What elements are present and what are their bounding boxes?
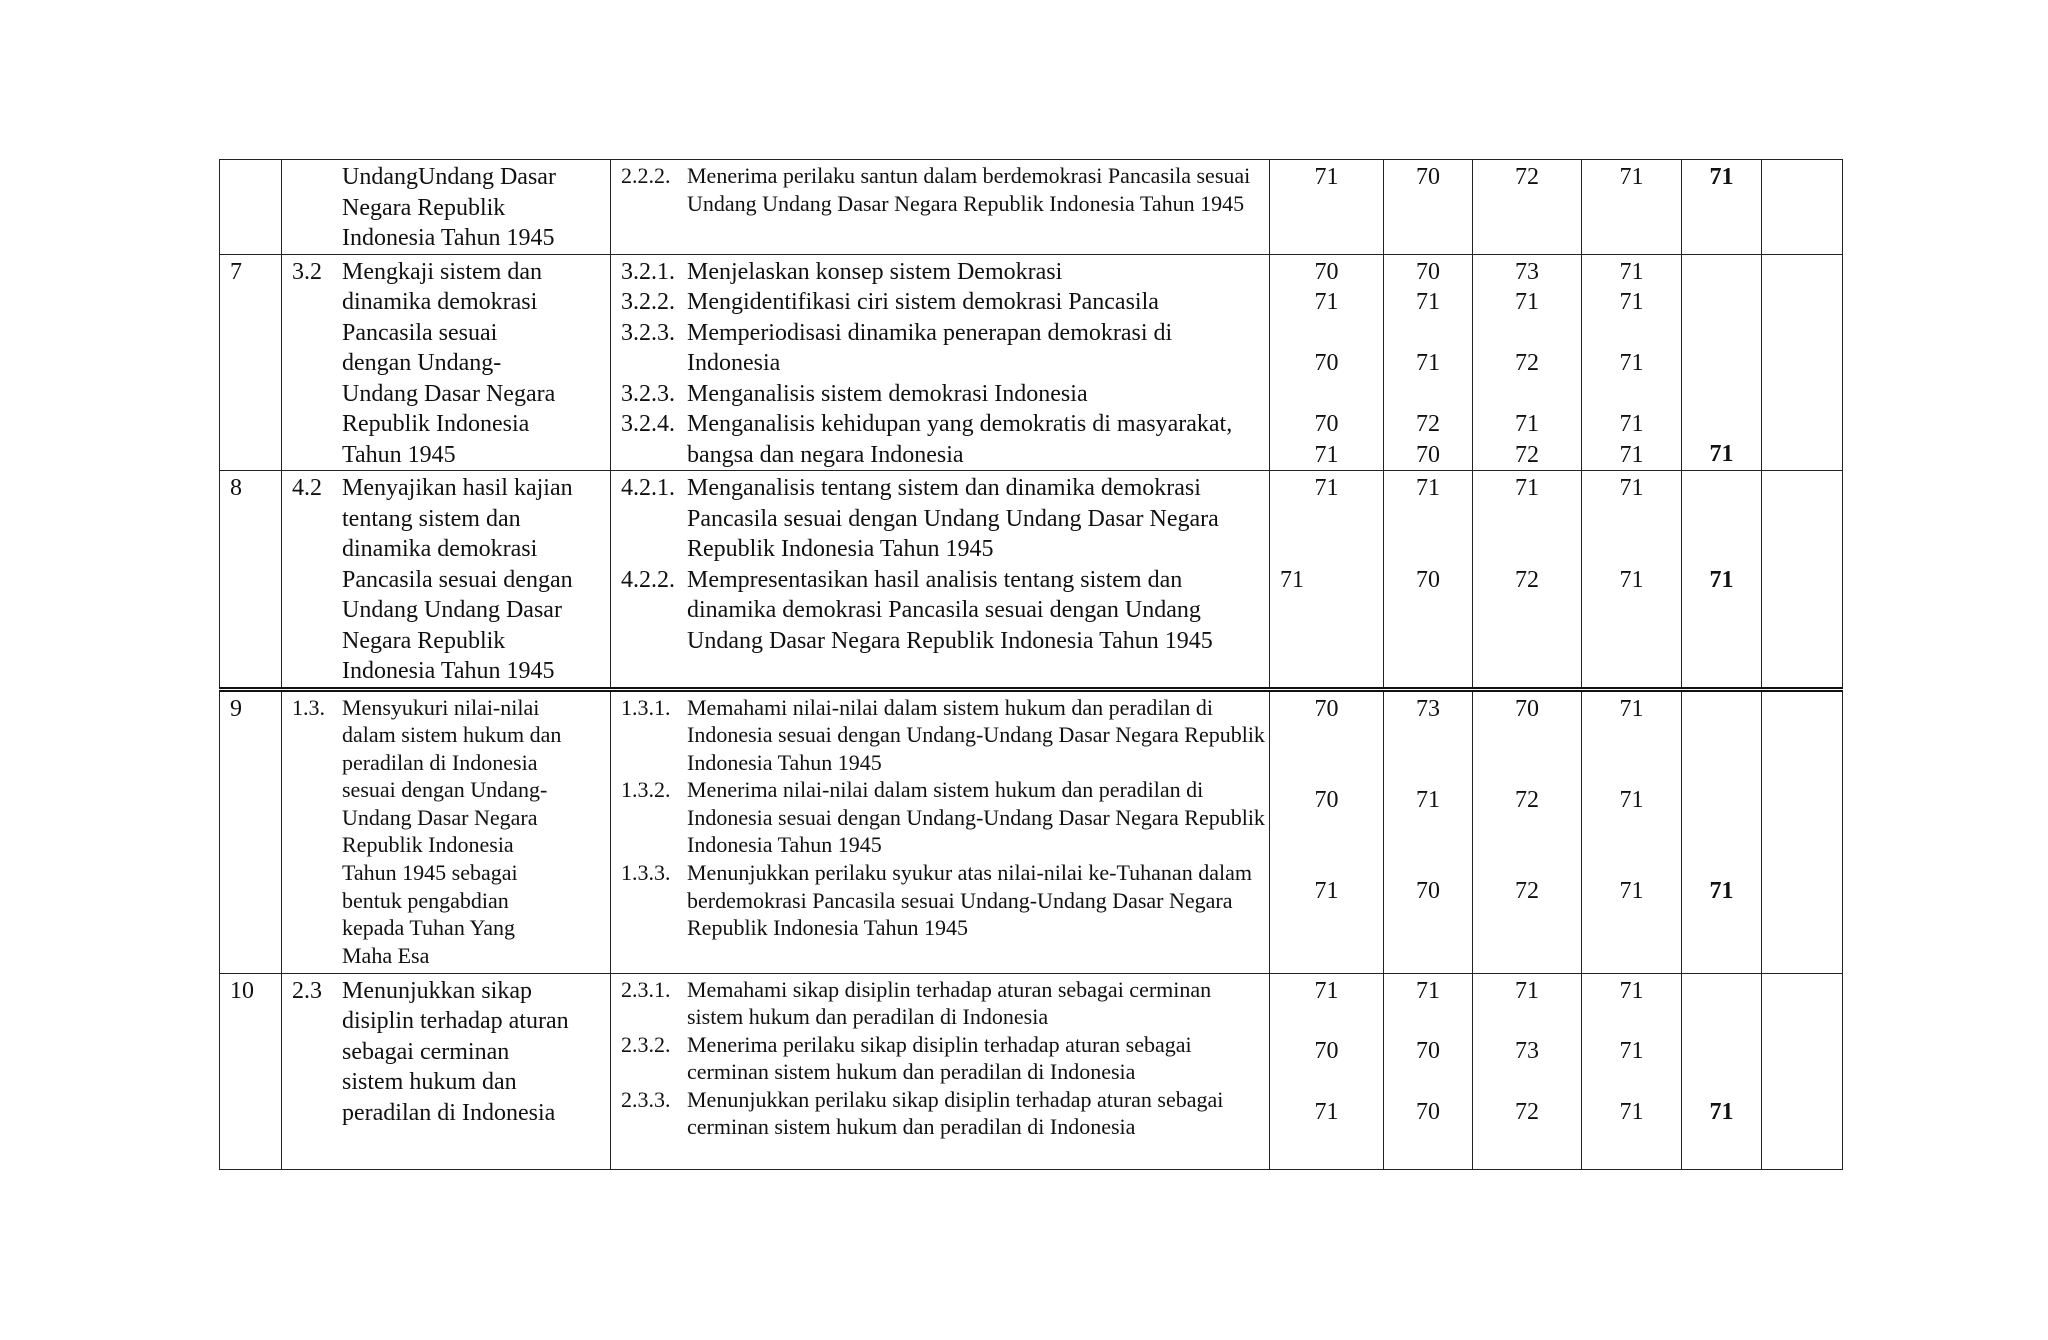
score-value: 70 bbox=[1515, 695, 1539, 722]
indicator-item bbox=[621, 318, 1265, 379]
score-value: 71 bbox=[1515, 411, 1539, 437]
competency-number bbox=[292, 749, 342, 777]
competency-text: Undang Undang Dasar bbox=[342, 597, 562, 623]
indicator-text: Menerima nilai-nilai dalam sistem hukum dan peradilan di Indonesia sesuai dengan Undang-Undang Dasar Negara Republik Indonesia Tahun 1945 bbox=[687, 777, 1265, 858]
competency-line bbox=[292, 473, 608, 504]
score-cell bbox=[1384, 471, 1473, 690]
competency-text: Menyajikan hasil kajian bbox=[342, 475, 573, 501]
competency-line bbox=[292, 379, 608, 410]
competency-text: dinamika demokrasi bbox=[342, 289, 538, 315]
indicator-text: Memahami sikap disiplin terhadap aturan sebagai cerminan sistem hukum dan peradilan di Indonesia bbox=[687, 976, 1212, 1030]
score-cell bbox=[1384, 160, 1473, 255]
score-cell bbox=[1473, 254, 1582, 471]
competency-line bbox=[292, 914, 608, 942]
competency-number bbox=[292, 942, 342, 970]
empty-cell bbox=[1762, 160, 1843, 255]
competency-line bbox=[292, 694, 608, 722]
competency-number bbox=[292, 595, 342, 626]
score-value: 70 bbox=[1314, 1037, 1339, 1064]
indicator-number: 2.3.1. bbox=[621, 976, 671, 1002]
score-value: 70 bbox=[1314, 786, 1339, 813]
competency-text: kepada Tuhan Yang bbox=[342, 915, 515, 941]
score-value: 71 bbox=[1416, 475, 1440, 501]
competency-line bbox=[292, 804, 608, 832]
indicator-item bbox=[621, 1031, 1265, 1086]
competency-number bbox=[292, 887, 342, 915]
indicator-cell bbox=[611, 160, 1270, 255]
indicator-cell bbox=[611, 689, 1270, 973]
competency-number: 4.2 bbox=[292, 475, 322, 501]
indicator-number: 2.3.3. bbox=[621, 1086, 671, 1112]
competency-line bbox=[292, 595, 608, 626]
score-cell bbox=[1473, 689, 1582, 973]
competency-line bbox=[292, 1067, 608, 1098]
score-value: 71 bbox=[1619, 1037, 1644, 1064]
table-row bbox=[220, 973, 1843, 1169]
score-cell bbox=[1473, 973, 1582, 1169]
score-value: 71 bbox=[1280, 566, 1304, 593]
competency-line bbox=[292, 656, 608, 687]
competency-number bbox=[292, 565, 342, 596]
indicator-item bbox=[621, 776, 1265, 859]
score-value: 71 bbox=[1416, 289, 1440, 315]
competency-line bbox=[292, 223, 608, 254]
competency-text: peradilan di Indonesia bbox=[342, 1099, 556, 1126]
score-value: 71 bbox=[1619, 411, 1644, 437]
indicator-item bbox=[621, 257, 1265, 288]
score-value: 70 bbox=[1314, 350, 1339, 376]
competency-text: UndangUndang Dasar bbox=[342, 164, 556, 190]
competency-text: sistem hukum dan bbox=[342, 1069, 517, 1095]
score-value: 71 bbox=[1416, 786, 1440, 813]
score-cell bbox=[1270, 160, 1384, 255]
indicator-text: Menganalisis sistem demokrasi Indonesia bbox=[687, 380, 1088, 407]
score-value: 72 bbox=[1515, 164, 1539, 190]
final-score-value: 71 bbox=[1709, 566, 1734, 593]
competency-number bbox=[292, 656, 342, 687]
score-value: 71 bbox=[1619, 977, 1644, 1004]
score-value: 71 bbox=[1314, 977, 1339, 1004]
competency-text: dalam sistem hukum dan bbox=[342, 722, 562, 748]
score-value: 71 bbox=[1619, 441, 1644, 468]
indicator-number: 2.2.2. bbox=[621, 163, 671, 188]
competency-text: Negara Republik bbox=[342, 627, 506, 654]
indicator-text: Menunjukkan perilaku syukur atas nilai-nilai ke-Tuhanan dalam berdemokrasi Pancasila sesuai Undang-Undang Dasar Negara Republik Indonesia Tahun 1945 bbox=[687, 860, 1252, 941]
competency-line bbox=[292, 776, 608, 804]
score-cell bbox=[1270, 471, 1384, 690]
score-value: 71 bbox=[1619, 258, 1644, 285]
competency-number: 1.3. bbox=[292, 694, 325, 720]
indicator-text: Memperiodisasi dinamika penerapan demokrasi di Indonesia bbox=[687, 319, 1173, 376]
competency-line bbox=[292, 534, 608, 565]
competency-text: Negara Republik bbox=[342, 194, 506, 221]
competency-line bbox=[292, 859, 608, 887]
indicator-number: 4.2.1. bbox=[621, 475, 675, 501]
table-row bbox=[220, 471, 1843, 690]
empty-cell bbox=[1762, 471, 1843, 690]
score-cell bbox=[1270, 689, 1384, 973]
competency-line bbox=[292, 942, 608, 970]
competency-number bbox=[292, 534, 342, 565]
indicator-number: 3.2.2. bbox=[621, 289, 675, 315]
competency-text: dengan Undang- bbox=[342, 350, 502, 376]
competency-number bbox=[292, 504, 342, 535]
row-number: 8 bbox=[220, 471, 282, 690]
score-value: 71 bbox=[1314, 441, 1339, 468]
score-value: 70 bbox=[1416, 1098, 1440, 1125]
competency-text: sebagai cerminan bbox=[342, 1038, 510, 1065]
competency-text: Mengkaji sistem dan bbox=[342, 258, 542, 285]
competency-number bbox=[292, 193, 342, 224]
competency-text: peradilan di Indonesia bbox=[342, 749, 538, 775]
score-cell bbox=[1270, 973, 1384, 1169]
score-value: 70 bbox=[1314, 695, 1339, 722]
competency-number bbox=[292, 626, 342, 657]
final-score-cell bbox=[1682, 160, 1762, 255]
score-cell bbox=[1582, 471, 1682, 690]
score-value: 70 bbox=[1416, 258, 1440, 285]
score-value: 71 bbox=[1314, 164, 1339, 190]
score-value: 73 bbox=[1515, 258, 1539, 285]
indicator-item bbox=[621, 565, 1265, 657]
competency-number bbox=[292, 859, 342, 887]
indicator-item bbox=[621, 976, 1265, 1031]
score-value: 71 bbox=[1619, 475, 1644, 501]
score-value: 71 bbox=[1314, 475, 1339, 501]
competency-number bbox=[292, 348, 342, 379]
final-score-cell bbox=[1682, 471, 1762, 690]
competency-line bbox=[292, 749, 608, 777]
final-score-value: 71 bbox=[1709, 877, 1734, 904]
indicator-number: 3.2.1. bbox=[621, 258, 675, 285]
table-row bbox=[220, 689, 1843, 973]
score-value: 70 bbox=[1416, 877, 1440, 904]
competency-cell bbox=[282, 973, 611, 1169]
final-score-value: 71 bbox=[1709, 1098, 1734, 1125]
competency-text: Pancasila sesuai dengan bbox=[342, 566, 573, 593]
score-value: 71 bbox=[1619, 350, 1644, 376]
row-number: 7 bbox=[220, 254, 282, 471]
indicator-text: Mengidentifikasi ciri sistem demokrasi Pancasila bbox=[687, 289, 1159, 315]
competency-number bbox=[292, 440, 342, 471]
score-value: 70 bbox=[1314, 258, 1339, 285]
score-value: 72 bbox=[1515, 877, 1539, 904]
indicator-text: Menganalisis tentang sistem dan dinamika demokrasi Pancasila sesuai dengan Undang Undang Dasar Negara Republik Indonesia Tahun 1945 bbox=[687, 475, 1219, 562]
indicator-cell bbox=[611, 973, 1270, 1169]
row-number bbox=[220, 160, 282, 255]
indicator-item bbox=[621, 409, 1265, 470]
competency-line bbox=[292, 318, 608, 349]
indicator-number: 3.2.3. bbox=[621, 319, 675, 346]
score-value: 71 bbox=[1619, 877, 1644, 904]
score-cell bbox=[1473, 471, 1582, 690]
competency-line bbox=[292, 831, 608, 859]
indicator-number: 4.2.2. bbox=[621, 566, 675, 593]
competency-text: Mensyukuri nilai-nilai bbox=[342, 694, 540, 720]
competency-number bbox=[292, 1098, 342, 1129]
competency-text: Undang Dasar Negara bbox=[342, 804, 538, 830]
competency-text: bentuk pengabdian bbox=[342, 887, 509, 913]
final-score-cell bbox=[1682, 689, 1762, 973]
score-value: 72 bbox=[1515, 566, 1539, 593]
score-cell bbox=[1384, 254, 1473, 471]
score-value: 71 bbox=[1619, 164, 1644, 190]
indicator-number: 2.3.2. bbox=[621, 1031, 671, 1057]
competency-line bbox=[292, 721, 608, 749]
row-number: 10 bbox=[220, 973, 282, 1169]
empty-cell bbox=[1762, 254, 1843, 471]
competency-number bbox=[292, 223, 342, 254]
competency-number: 3.2 bbox=[292, 258, 322, 285]
competency-line bbox=[292, 976, 608, 1007]
score-value: 71 bbox=[1515, 977, 1539, 1004]
competency-line bbox=[292, 193, 608, 224]
competency-number bbox=[292, 831, 342, 859]
indicator-number: 1.3.3. bbox=[621, 860, 671, 886]
indicator-number: 3.2.3. bbox=[621, 380, 675, 407]
indicator-item bbox=[621, 1086, 1265, 1141]
score-value: 73 bbox=[1416, 695, 1440, 722]
competency-text: Menunjukkan sikap bbox=[342, 977, 532, 1004]
competency-text: tentang sistem dan bbox=[342, 505, 521, 532]
indicator-number: 3.2.4. bbox=[621, 411, 675, 437]
score-value: 70 bbox=[1416, 1037, 1440, 1064]
score-cell bbox=[1582, 689, 1682, 973]
table-row bbox=[220, 160, 1843, 255]
competency-line bbox=[292, 565, 608, 596]
competency-line bbox=[292, 409, 608, 440]
score-value: 71 bbox=[1314, 289, 1339, 315]
score-value: 71 bbox=[1619, 786, 1644, 813]
indicator-text: Menunjukkan perilaku sikap disiplin terhadap aturan sebagai cerminan sistem hukum dan peradilan di Indonesia bbox=[687, 1086, 1224, 1140]
competency-number bbox=[292, 776, 342, 804]
indicator-item bbox=[621, 473, 1265, 565]
competency-line bbox=[292, 626, 608, 657]
score-value: 72 bbox=[1515, 441, 1539, 468]
competency-text: Indonesia Tahun 1945 bbox=[342, 658, 555, 684]
score-cell bbox=[1582, 254, 1682, 471]
competency-number bbox=[292, 287, 342, 318]
score-value: 72 bbox=[1515, 350, 1539, 376]
competency-cell bbox=[282, 689, 611, 973]
score-value: 71 bbox=[1619, 566, 1644, 593]
competency-number bbox=[292, 1006, 342, 1037]
score-cell bbox=[1473, 160, 1582, 255]
competency-text: Indonesia Tahun 1945 bbox=[342, 225, 555, 251]
final-score-cell bbox=[1682, 254, 1762, 471]
indicator-text: Menganalisis kehidupan yang demokratis di masyarakat, bangsa dan negara Indonesia bbox=[687, 411, 1233, 468]
competency-number: 2.3 bbox=[292, 977, 322, 1004]
indicator-number: 1.3.2. bbox=[621, 777, 671, 803]
indicator-text: Menerima perilaku santun dalam berdemokrasi Pancasila sesuai Undang Undang Dasar Negara Republik Indonesia Tahun 1945 bbox=[687, 163, 1251, 216]
row-number: 9 bbox=[220, 689, 282, 973]
final-score-cell bbox=[1682, 973, 1762, 1169]
score-value: 71 bbox=[1619, 289, 1644, 315]
score-value: 72 bbox=[1515, 1098, 1539, 1125]
competency-text: Undang Dasar Negara bbox=[342, 380, 556, 407]
competency-cell bbox=[282, 160, 611, 255]
competency-line bbox=[292, 162, 608, 193]
empty-cell bbox=[1762, 689, 1843, 973]
competency-text: Pancasila sesuai bbox=[342, 319, 498, 346]
competency-number bbox=[292, 1067, 342, 1098]
indicator-item bbox=[621, 162, 1265, 217]
indicator-item bbox=[621, 859, 1265, 942]
indicator-item bbox=[621, 694, 1265, 777]
indicator-cell bbox=[611, 254, 1270, 471]
competency-text: sesuai dengan Undang- bbox=[342, 777, 548, 803]
indicator-text: Menerima perilaku sikap disiplin terhadap aturan sebagai cerminan sistem hukum dan peradilan di Indonesia bbox=[687, 1031, 1192, 1085]
competency-text: Tahun 1945 sebagai bbox=[342, 860, 518, 886]
indicator-number: 1.3.1. bbox=[621, 694, 671, 720]
competency-cell bbox=[282, 471, 611, 690]
competency-line bbox=[292, 504, 608, 535]
competency-number bbox=[292, 721, 342, 749]
competency-line bbox=[292, 1098, 608, 1129]
score-value: 71 bbox=[1619, 695, 1644, 722]
competency-text: disiplin terhadap aturan bbox=[342, 1008, 569, 1034]
table-row bbox=[220, 254, 1843, 471]
competency-cell bbox=[282, 254, 611, 471]
competency-text: Maha Esa bbox=[342, 942, 430, 968]
score-value: 72 bbox=[1416, 411, 1440, 437]
score-value: 71 bbox=[1314, 1098, 1339, 1125]
score-value: 71 bbox=[1619, 1098, 1644, 1125]
table-body bbox=[220, 160, 1843, 1170]
score-value: 71 bbox=[1515, 289, 1539, 315]
competency-line bbox=[292, 257, 608, 288]
score-value: 70 bbox=[1416, 441, 1440, 468]
competency-number bbox=[292, 162, 342, 193]
competency-number bbox=[292, 318, 342, 349]
indicator-item bbox=[621, 379, 1265, 410]
indicator-text: Mempresentasikan hasil analisis tentang sistem dan dinamika demokrasi Pancasila sesuai dengan Undang Undang Dasar Negara Republik Indonesia Tahun 1945 bbox=[687, 566, 1213, 654]
score-value: 71 bbox=[1416, 977, 1440, 1004]
score-value: 71 bbox=[1416, 350, 1440, 376]
competency-text: Republik Indonesia bbox=[342, 832, 514, 858]
competency-text: Tahun 1945 bbox=[342, 441, 456, 468]
empty-cell bbox=[1762, 973, 1843, 1169]
competency-line bbox=[292, 287, 608, 318]
score-cell bbox=[1384, 973, 1473, 1169]
competency-number bbox=[292, 379, 342, 410]
competency-line bbox=[292, 1037, 608, 1068]
score-value: 70 bbox=[1314, 411, 1339, 437]
competency-line bbox=[292, 348, 608, 379]
competency-number bbox=[292, 914, 342, 942]
final-score-value: 71 bbox=[1709, 440, 1734, 467]
score-value: 71 bbox=[1314, 877, 1339, 904]
score-cell bbox=[1384, 689, 1473, 973]
competency-line bbox=[292, 887, 608, 915]
indicator-text: Memahami nilai-nilai dalam sistem hukum dan peradilan di Indonesia sesuai dengan Undang-Undang Dasar Negara Republik Indonesia Tahun 1945 bbox=[687, 694, 1265, 775]
assessment-table bbox=[219, 159, 1843, 1170]
score-cell bbox=[1582, 160, 1682, 255]
competency-number bbox=[292, 1037, 342, 1068]
score-value: 70 bbox=[1416, 164, 1440, 190]
score-cell bbox=[1270, 254, 1384, 471]
indicator-cell bbox=[611, 471, 1270, 690]
indicator-item bbox=[621, 287, 1265, 318]
competency-number bbox=[292, 409, 342, 440]
competency-text: Republik Indonesia bbox=[342, 411, 530, 437]
competency-text: dinamika demokrasi bbox=[342, 536, 538, 562]
score-cell bbox=[1582, 973, 1682, 1169]
competency-number bbox=[292, 804, 342, 832]
competency-line bbox=[292, 1006, 608, 1037]
competency-line bbox=[292, 440, 608, 471]
score-value: 73 bbox=[1515, 1037, 1539, 1064]
score-value: 71 bbox=[1515, 475, 1539, 501]
indicator-text: Menjelaskan konsep sistem Demokrasi bbox=[687, 258, 1063, 285]
final-score-value: 71 bbox=[1709, 164, 1734, 190]
score-value: 72 bbox=[1515, 786, 1539, 813]
score-value: 70 bbox=[1416, 566, 1440, 593]
